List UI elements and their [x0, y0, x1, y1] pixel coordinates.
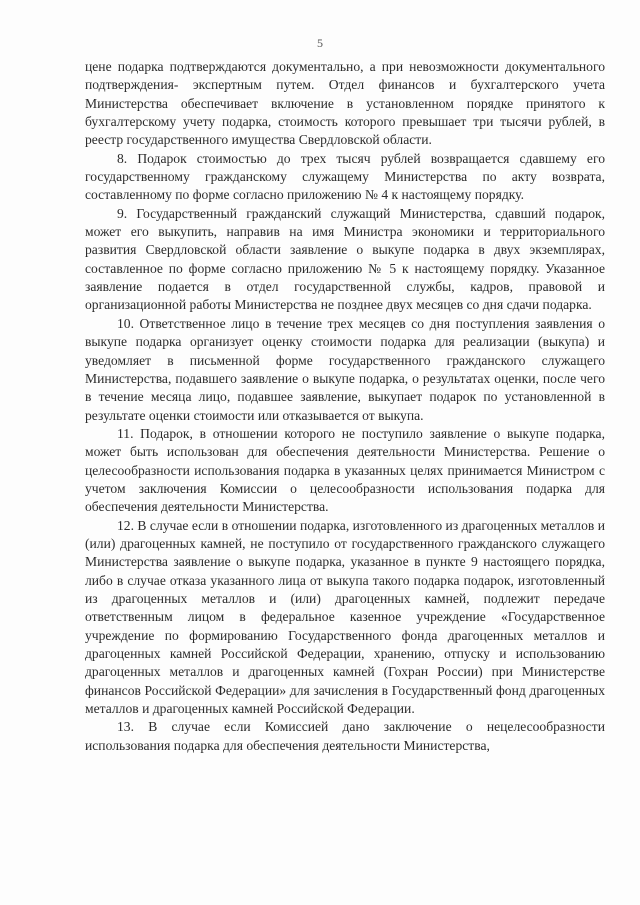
paragraph-continuation: цене подарка подтверждаются документально, а при невозможности документального подтверждения- экспертным путем. Отдел финансов и бухгалтерского учета Министерства обеспечивает включение в установленном порядке принятого к бухгалтерскому учету подарка, стоимость которого превышает три тысячи рублей, в реестр государственного имущества Свердловской области. — [85, 59, 605, 148]
page-number: 5 — [317, 36, 323, 50]
paragraph-item-9: 9. Государственный гражданский служащий Министерства, сдавший подарок, может его выкупить, направив на имя Министра экономики и территориального развития Свердловской области заявление о выкупе подарка в двух экземплярах, составленное по форме согласно приложению № 5 к настоящему порядку. Указанное заявление подается в отдел государственной службы, кадров, правовой и организационной работы Министерства не позднее двух месяцев со дня сдачи подарка. — [85, 205, 605, 313]
paragraph-item-13: 13. В случае если Комиссией дано заключение о нецелесообразности использования подарка для обеспечения деятельности Министерства, — [85, 719, 605, 753]
body-text — [85, 58, 605, 755]
paragraph-item-12: 12. В случае если в отношении подарка, изготовленного из драгоценных металлов и (или) драгоценных камней, не поступило от государственного гражданского служащего Министерства заявление о выкупе подарка, указанное в пункте 9 настоящего порядка, либо в случае отказа указанного лица от выкупа такого подарка подарок, изготовленный из драгоценных металлов и (или) драгоценных камней, подлежит передаче ответственным лицом в федеральное казенное учреждение «Государственное учреждение по формированию Государственного фонда драгоценных металлов и драгоценных камней Российской Федерации, хранению, отпуску и использованию драгоценных металлов и драгоценных камней (Гохран России) при Министерстве финансов Российской Федерации» для зачисления в Государственный фонд драгоценных металлов и драгоценных камней Российской Федерации. — [85, 517, 605, 717]
paragraph-item-10: 10. Ответственное лицо в течение трех месяцев со дня поступления заявления о выкупе подарка организует оценку стоимости подарка для реализации (выкупа) и уведомляет в письменной форме государственного гражданского служащего Министерства, подавшего заявление о выкупе подарка, о результатах оценки, после чего в течение месяца лицо, подавшее заявление, выкупает подарок по установленной в результате оценки стоимости или отказывается от выкупа. — [85, 315, 605, 423]
paragraph-item-11: 11. Подарок, в отношении которого не поступило заявление о выкупе подарка, может быть использован для обеспечения деятельности Министерства. Решение о целесообразности использования подарка в указанных целях принимается Министром с учетом заключения Комиссии о целесообразности использования подарка для обеспечения деятельности Министерства. — [85, 425, 605, 515]
paragraph-item-8: 8. Подарок стоимостью до трех тысяч рублей возвращается сдавшему его государственному гражданскому служащему Министерства по акту возврата, составленному по форме согласно приложению № 4 к настоящему порядку. — [85, 150, 605, 203]
